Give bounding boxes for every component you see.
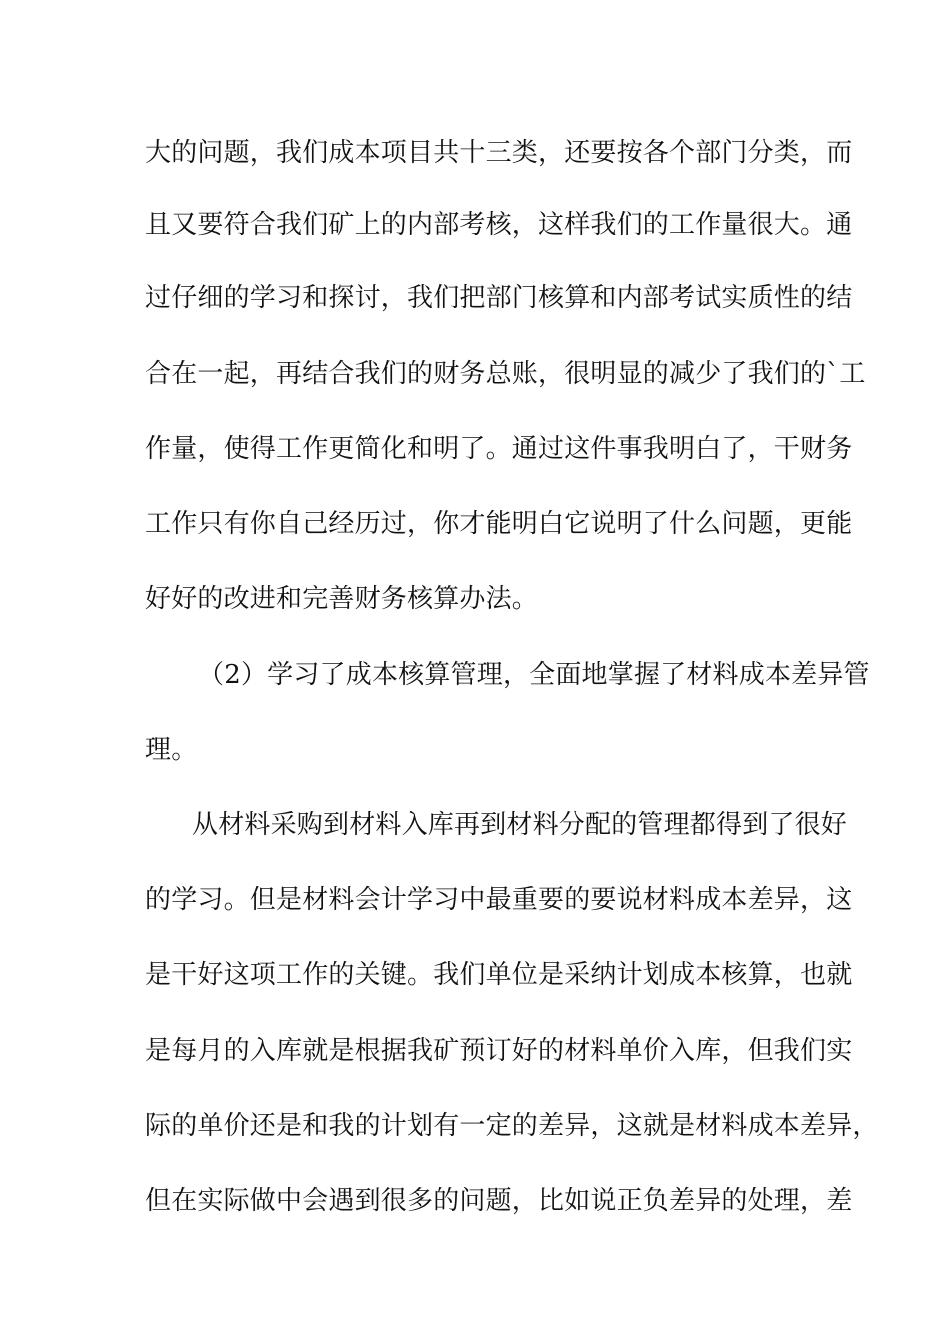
text-line: 过仔细的学习和探讨，我们把部门核算和内部考试实质性的结: [145, 283, 853, 313]
text-line: 工作只有你自己经历过，你才能明白它说明了什么问题，更能: [145, 509, 853, 539]
text-line: 且又要符合我们矿上的内部考核，这样我们的工作量很大。通: [145, 210, 853, 240]
paragraph-first-line: 从材料采购到材料入库再到材料分配的管理都得到了很好: [192, 810, 848, 840]
text-line: 但在实际做中会遇到很多的问题，比如说正负差异的处理，差: [145, 1186, 853, 1216]
section-heading: （2）学习了成本核算管理，全面地掌握了材料成本差异管: [198, 660, 870, 690]
text-line: 作量，使得工作更简化和明了。通过这件事我明白了，干财务: [145, 434, 853, 464]
text-line: 的学习。但是材料会计学习中最重要的要说材料成本差异，这: [145, 885, 853, 915]
text-line: 好好的改进和完善财务核算办法。: [145, 584, 539, 614]
text-line: 理。: [145, 735, 198, 765]
text-line: 是干好这项工作的关键。我们单位是采纳计划成本核算，也就: [145, 960, 853, 990]
text-line: 是每月的入库就是根据我矿预订好的材料单价入库，但我们实: [145, 1036, 853, 1066]
text-line: 大的问题，我们成本项目共十三类，还要按各个部门分类，而: [145, 138, 853, 168]
text-line: 合在一起，再结合我们的财务总账，很明显的减少了我们的`工: [145, 359, 866, 389]
text-line: 际的单价还是和我的计划有一定的差异，这就是材料成本差异，: [145, 1111, 879, 1141]
